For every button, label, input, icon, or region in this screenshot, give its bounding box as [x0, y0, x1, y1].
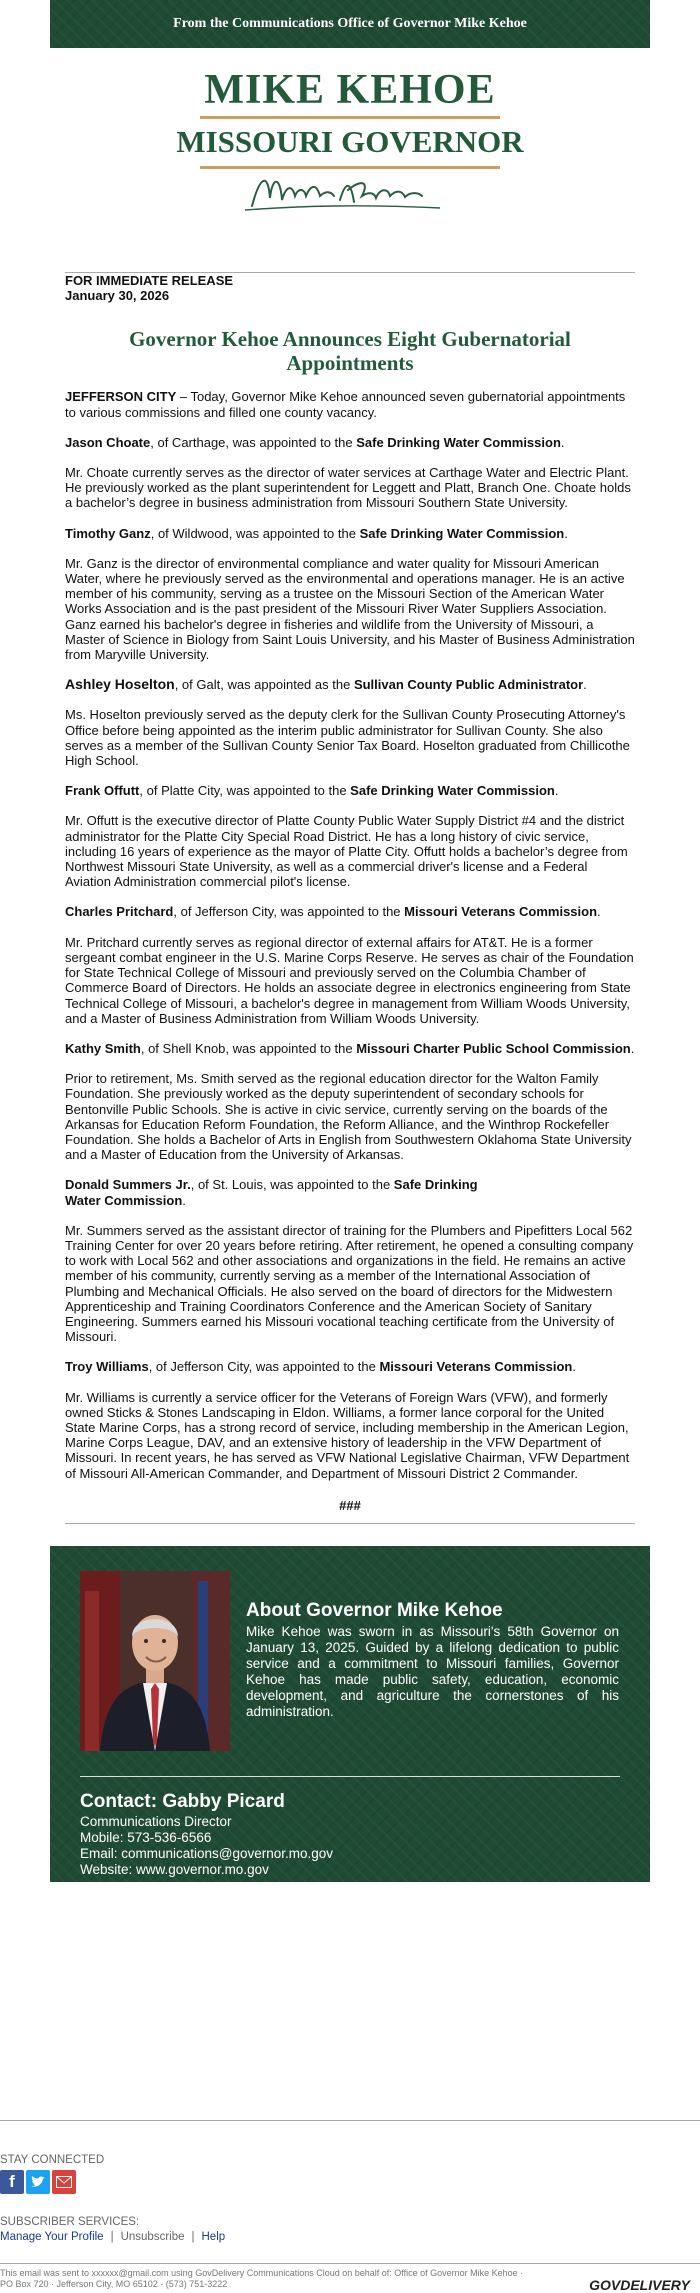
appointment-bio-6: Prior to retirement, Ms. Smith served as the regional education director for the Walton Family Foundation. She previously worked as the deputy superintendent of secondary schools for Bentonville Public Schools. She is active in civic service, currently serving on the boards of the Arkansas for Education Reform Foundation, the Reform Alliance, and the Winthrop Rockefeller Foundation. She holds a Bachelor of Arts in English from Southwestern Oklahoma State University and a Master of Education from the University of Arkansas. [65, 1071, 632, 1163]
contact-website[interactable]: Website: www.governor.mo.gov [80, 1861, 269, 1877]
signature-image [240, 166, 460, 216]
twitter-icon[interactable] [26, 2170, 50, 2194]
governor-photo [80, 1571, 230, 1751]
email-icon[interactable] [52, 2170, 76, 2194]
about-divider [80, 1776, 620, 1777]
logo-name: MIKE KEHOE [204, 67, 496, 113]
logo-state: MISSOURI [176, 124, 334, 159]
fine-print-line-1: This email was sent to xxxxxx@gmail.com using GovDelivery Communications Cloud on behalf of: Office of Governor Mike Kehoe · [0, 2268, 524, 2278]
fine-print [0, 2268, 523, 2290]
dateline: JEFFERSON CITY [65, 389, 177, 405]
about-body: Mike Kehoe was sworn in as Missouri's 58th Governor on January 13, 2025. Guided by a lifelong dedication to public service and a commitment to Missouri families, Governor Kehoe has made public safety, education, economic development, and agriculture the cornerstones of his administration. [246, 1623, 619, 1719]
about-section [50, 1546, 650, 1882]
appointment-line-6: Kathy Smith, of Shell Knob, was appointed to the Missouri Charter Public School Commission. [65, 1040, 635, 1056]
appointment-line-7: Donald Summers Jr., of St. Louis, was appointed to the Safe Drinking Water Commission. [65, 1177, 478, 1208]
fine-print-line-2: PO Box 720 · Jefferson City, MO 65102 · (573) 751-3222 [0, 2279, 228, 2289]
appointment-bio-1: Mr. Choate currently serves as the director of water services at Carthage Water and Electric Plant. He previously worked as the plant superintendent for Leggett and Platt, Branch One. Choate holds a bachelor’s degree in business administration from Missouri Southern State University. [65, 465, 631, 511]
appointment-line-4: Frank Offutt, of Platte City, was appointed to the Safe Drinking Water Commission. [65, 783, 559, 799]
facebook-icon[interactable]: f [0, 2170, 24, 2194]
subscriber-services-label: SUBSCRIBER SERVICES: [0, 2216, 140, 2228]
contact-role: Communications Director [80, 1813, 232, 1829]
page-title: Governor Kehoe Announces Eight Gubernatorial Appointments [129, 327, 571, 376]
appointment-bio-5: Mr. Pritchard currently serves as regional director of external affairs for AT&T. He is a former sergeant combat engineer in the U.S. Marine Corps Reserve. He serves as chair of the Foundation for State Technical College of Missouri and previously served on the Columbia Chamber of Commerce Board of Directors. He holds an associate degree in electronics engineering from State Technical College of Missouri, a bachelor's degree in management from William Woods University, and a Master of Business Administration from William Woods University. [65, 934, 634, 1026]
logo-divider-top [200, 116, 500, 119]
appointment-line-5: Charles Pritchard, of Jefferson City, was appointed to the Missouri Veterans Commission. [65, 904, 601, 920]
press-release-body [50, 273, 650, 1513]
release-label: FOR IMMEDIATE RELEASE [65, 273, 234, 288]
contact-email[interactable]: Email: communications@governor.mo.gov [80, 1845, 334, 1861]
appointment-bio-4: Mr. Offutt is the executive director of Platte County Public Water Supply District #4 and the district administrator for the Platte City Special Road District. He has a long history of civic service, including 16 years of experience as the mayor of Platte City. Offutt holds a bachelor’s degree from Northwest Missouri State University, as well as a commercial driver's license and a Federal Aviation Administration commercial pilot's license. [65, 813, 628, 890]
intro-paragraph [65, 389, 635, 419]
contact-details [80, 1814, 333, 1878]
stay-connected-label: STAY CONNECTED [0, 2154, 105, 2166]
intro-text: – Today, Governor Mike Kehoe announced seven gubernatorial appointments to various commissions and filled one county vacancy. [65, 389, 626, 420]
unsubscribe-link[interactable]: Unsubscribe [120, 2231, 185, 2243]
appointment-line-2: Timothy Ganz, of Wildwood, was appointed to the Safe Drinking Water Commission. [65, 525, 568, 541]
help-link[interactable]: Help [201, 2231, 226, 2243]
end-marker: ### [339, 1497, 361, 1513]
footer-divider [0, 2120, 700, 2121]
manage-profile-link[interactable]: Manage Your Profile [0, 2231, 104, 2243]
content-divider-bottom [65, 1523, 635, 1524]
top-banner [50, 0, 650, 48]
contact-title: Contact: Gabby Picard [80, 1790, 285, 1812]
appointment-bio-3: Ms. Hoselton previously served as the deputy clerk for the Sullivan County Prosecuting Attorney's Office before being appointed as the interim public administrator for Sullivan County. She also serves as a member of the Sullivan County Senior Tax Board. Hoselton graduated from Chillicothe High School. [65, 707, 630, 769]
footer-divider-2 [0, 2263, 700, 2264]
appointment-bio-2: Mr. Ganz is the director of environmental compliance and water quality for Missouri American Water, where he previously served as the environmental and operations manager. He is an active member of his community, serving as a trustee on the Missouri Section of the American Water Works Association and is the past president of the Missouri River Water Suppliers Association. Ganz earned his bachelor's degree in fisheries and wildlife from the University of Missouri, a Master of Science in Biology from Saint Louis University, and his Master of Business Administration from Maryville University. [65, 555, 635, 663]
release-date: January 30, 2026 [65, 288, 170, 304]
logo-title: GOVERNOR [341, 124, 524, 159]
subscriber-links: Manage Your Profile | Unsubscribe | Help [0, 2231, 226, 2243]
appointment-line-3: Ashley Hoselton, of Galt, was appointed as the Sullivan County Public Administrator. [65, 676, 587, 693]
social-links [0, 2170, 76, 2194]
contact-mobile: Mobile: 573-536-6566 [80, 1829, 212, 1845]
appointment-line-8: Troy Williams, of Jefferson City, was appointed to the Missouri Veterans Commission. [65, 1359, 576, 1375]
top-banner-text: From the Communications Office of Governor Mike Kehoe [173, 16, 527, 31]
logo-subtitle [176, 122, 524, 162]
governor-logo [50, 48, 650, 208]
about-title: About Governor Mike Kehoe [246, 1599, 503, 1621]
subscriber-footer [0, 2120, 700, 2293]
appointment-line-1: Jason Choate, of Carthage, was appointed to the Safe Drinking Water Commission. [65, 434, 565, 450]
governor-portrait-image [80, 1571, 230, 1751]
appointment-bio-7: Mr. Summers served as the assistant director of training for the Plumbers and Pipefitters Local 562 Training Center for over 20 years before retiring. After retirement, he opened a consulting company to work with Local 562 and other associations and organizations in the field. He remains an active member of his community, currently serving as a member of the International Association of Plumbing and Mechanical Officials. He also served on the board of directors for the Midwestern Apprenticeship and Training Coordinators Conference and the American Society of Sanitary Engineering. Summers earned his Missouri vocational teaching certificate from the University of Missouri. [65, 1222, 634, 1345]
govdelivery-logo[interactable]: GOVDELIVERY [589, 2277, 690, 2293]
appointment-bio-8: Mr. Williams is currently a service officer for the Veterans of Foreign Wars (VFW), and formerly owned Sticks & Stones Landscaping in Eldon. Williams, a former lance corporal for the United State Marine Corps, has a strong record of service, including membership in the American Legion, Marine Corps League, DAV, and an extensive history of leadership in the VFW Department of Missouri. In recent years, he has served as VFW National Legislative Chairman, VFW Department of Missouri All-American Commander, and Department of Missouri District 2 Commander. [65, 1389, 630, 1481]
email-container [50, 0, 650, 1882]
